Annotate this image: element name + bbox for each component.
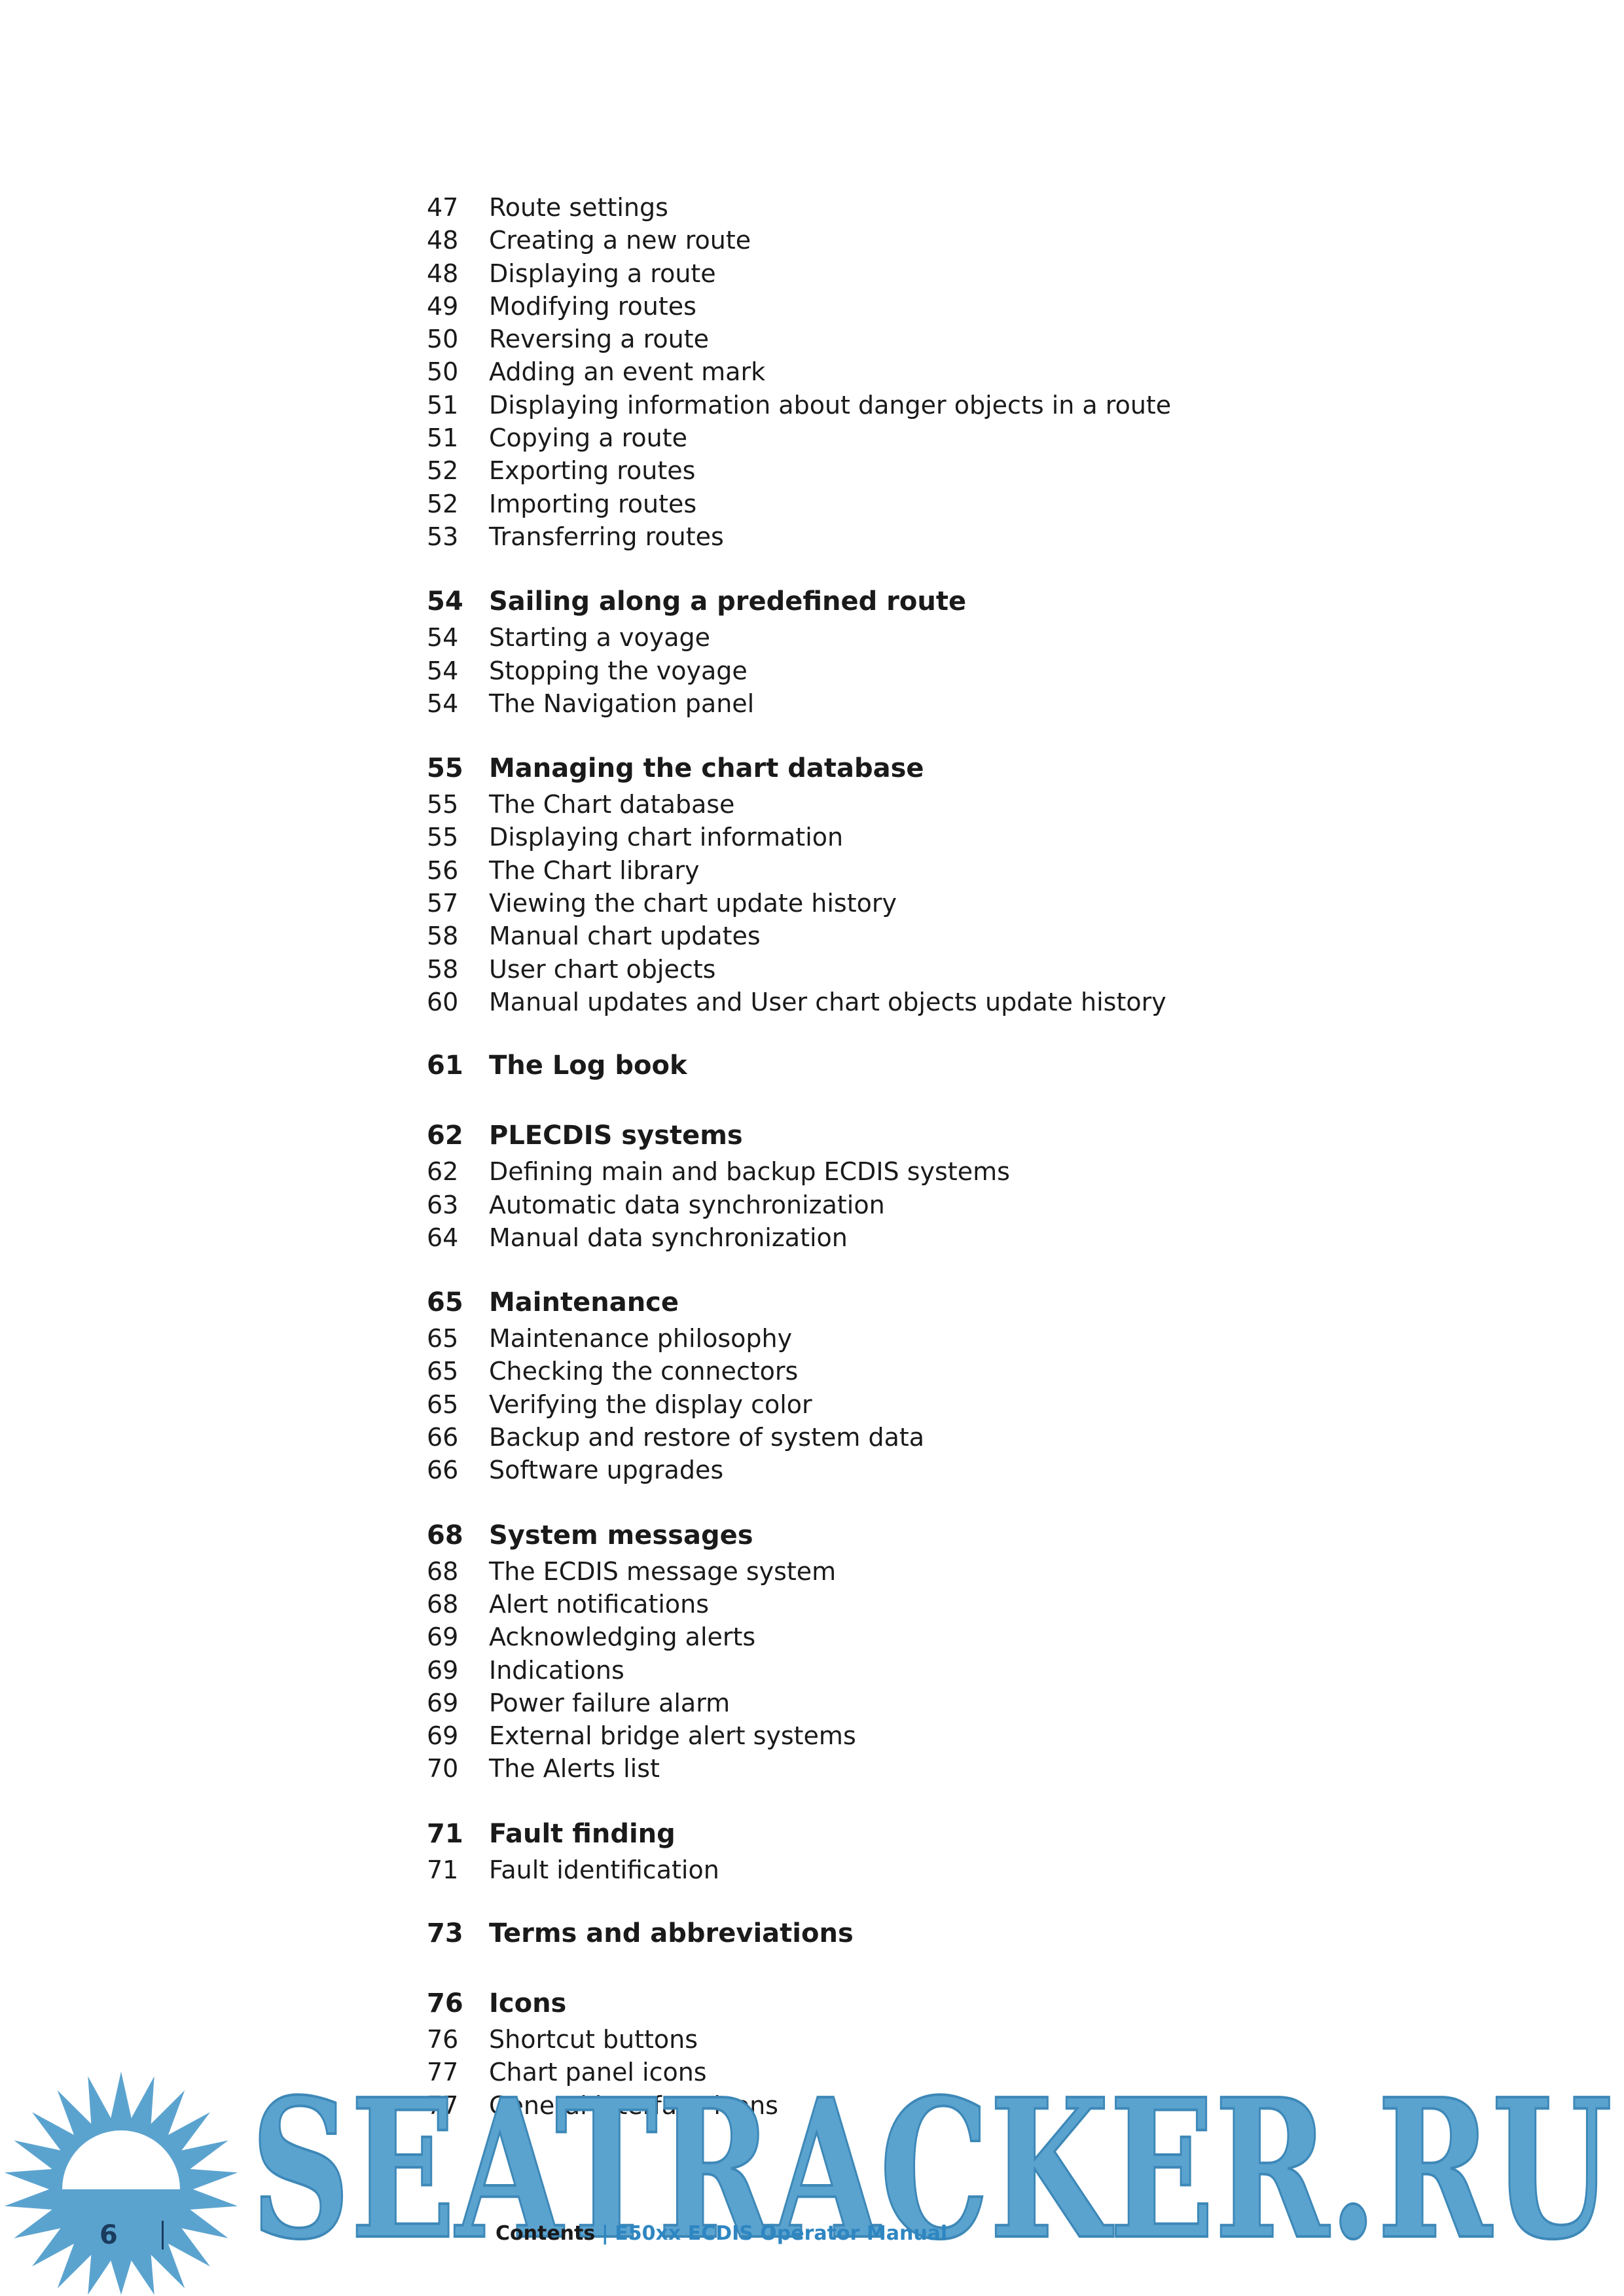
- toc-page-number: 57: [427, 889, 459, 918]
- toc-entry[interactable]: [427, 1687, 1409, 1719]
- toc-page-number: 76: [427, 1988, 463, 2018]
- toc-chapter-system-messages: [427, 1516, 1409, 1785]
- watermark-sun-icon: [0, 2055, 242, 2296]
- footer-page-number: 6: [99, 2220, 118, 2250]
- toc-page-number: 69: [427, 1688, 459, 1717]
- toc-page-number: 66: [427, 1456, 459, 1485]
- table-of-contents: [427, 191, 1409, 2122]
- toc-entry[interactable]: [427, 1752, 1409, 1785]
- toc-page-number: 76: [427, 2024, 459, 2054]
- toc-chapter-title: Fault finding: [489, 1818, 676, 1849]
- toc-page-number: 48: [427, 226, 459, 255]
- toc-title: Chart panel icons: [489, 2058, 707, 2087]
- toc-page-number: 62: [427, 1157, 459, 1187]
- toc-title: Transferring routes: [489, 522, 724, 551]
- toc-title: The Chart database: [489, 790, 735, 819]
- toc-entry[interactable]: [427, 655, 1409, 687]
- toc-title: User chart objects: [489, 954, 716, 984]
- toc-entry[interactable]: [427, 953, 1409, 986]
- toc-title: Acknowledging alerts: [489, 1623, 756, 1652]
- toc-chapter-heading[interactable]: [427, 1984, 1409, 2023]
- toc-entry[interactable]: [427, 788, 1409, 821]
- toc-title: Displaying a route: [489, 259, 716, 288]
- toc-page-number: 65: [427, 1390, 459, 1419]
- toc-entry[interactable]: [427, 920, 1409, 952]
- toc-chapter-heading[interactable]: [427, 1283, 1409, 1322]
- toc-title: Power failure alarm: [489, 1688, 731, 1717]
- toc-title: Manual updates and User chart objects update history: [489, 987, 1166, 1016]
- toc-title: Maintenance philosophy: [489, 1324, 793, 1354]
- toc-page-number: 69: [427, 1623, 459, 1652]
- toc-page-number: 55: [427, 790, 459, 819]
- toc-title: Reversing a route: [489, 325, 709, 354]
- toc-page-number: 49: [427, 291, 459, 321]
- toc-page-number: 69: [427, 1721, 459, 1751]
- toc-title: Creating a new route: [489, 226, 751, 255]
- toc-page-number: 54: [427, 689, 459, 718]
- toc-entry[interactable]: [427, 1322, 1409, 1355]
- toc-chapter-chart-database: [427, 749, 1409, 1018]
- toc-entry[interactable]: [427, 290, 1409, 323]
- toc-entry[interactable]: [427, 821, 1409, 853]
- toc-group-routes: [427, 191, 1409, 553]
- toc-entry[interactable]: [427, 191, 1409, 224]
- toc-page-number: 52: [427, 489, 459, 518]
- toc-chapter-log-book: [427, 1048, 1409, 1083]
- toc-page-number: 52: [427, 456, 459, 486]
- toc-entry[interactable]: [427, 1388, 1409, 1421]
- toc-title: Manual chart updates: [489, 922, 761, 951]
- toc-entry[interactable]: [427, 1355, 1409, 1388]
- toc-page-number: 68: [427, 1520, 463, 1551]
- toc-page-number: 61: [427, 1050, 463, 1081]
- toc-title: Stopping the voyage: [489, 656, 748, 685]
- toc-chapter-heading[interactable]: [427, 1516, 1409, 1555]
- toc-page-number: 47: [427, 193, 459, 222]
- toc-entry[interactable]: [427, 488, 1409, 520]
- toc-entry[interactable]: [427, 1454, 1409, 1486]
- toc-page-number: 58: [427, 954, 459, 984]
- toc-page-number: 71: [427, 1855, 459, 1884]
- toc-title: Backup and restore of system data: [489, 1423, 925, 1452]
- toc-page-number: 55: [427, 753, 463, 784]
- toc-entry[interactable]: [427, 355, 1409, 388]
- toc-title: Alert notifications: [489, 1589, 710, 1619]
- toc-page-number: 65: [427, 1324, 459, 1354]
- toc-entry[interactable]: [427, 1155, 1409, 1188]
- toc-chapter-heading[interactable]: [427, 1916, 1409, 1951]
- toc-title: Adding an event mark: [489, 357, 766, 387]
- toc-page-number: 53: [427, 522, 459, 551]
- toc-entry[interactable]: [427, 1189, 1409, 1221]
- toc-chapter-fault-finding: [427, 1815, 1409, 1886]
- toc-title: Starting a voyage: [489, 623, 711, 653]
- toc-chapter-title: Sailing along a predefined route: [489, 586, 967, 617]
- toc-title: Displaying chart information: [489, 823, 844, 852]
- toc-title: Viewing the chart update history: [489, 889, 897, 918]
- toc-chapter-title: The Log book: [489, 1050, 687, 1081]
- toc-chapter-heading[interactable]: [427, 1048, 1409, 1083]
- toc-chapter-title: Icons: [489, 1988, 567, 2018]
- toc-chapter-title: System messages: [489, 1520, 753, 1551]
- toc-chapter-heading[interactable]: [427, 1815, 1409, 1854]
- toc-title: External bridge alert systems: [489, 1721, 856, 1751]
- toc-title: Modifying routes: [489, 291, 696, 321]
- toc-entry[interactable]: [427, 422, 1409, 454]
- toc-page-number: 66: [427, 1423, 459, 1452]
- toc-chapter-terms: [427, 1916, 1409, 1951]
- toc-page-number: 50: [427, 357, 459, 387]
- toc-page-number: 70: [427, 1754, 459, 1784]
- toc-entry[interactable]: [427, 1588, 1409, 1621]
- toc-chapter-sailing: [427, 583, 1409, 720]
- toc-entry[interactable]: [427, 520, 1409, 553]
- toc-title: Manual data synchronization: [489, 1223, 848, 1252]
- watermark-label: SEATRACKER.RU: [251, 2085, 1612, 2251]
- footer-section: Contents: [496, 2222, 596, 2245]
- toc-title: The ECDIS message system: [489, 1556, 837, 1586]
- toc-entry[interactable]: [427, 986, 1409, 1018]
- toc-page-number: 77: [427, 2090, 459, 2120]
- toc-entry[interactable]: [427, 1854, 1409, 1886]
- toc-title: Shortcut buttons: [489, 2024, 698, 2054]
- toc-entry[interactable]: [427, 323, 1409, 355]
- toc-page-number: 71: [427, 1818, 463, 1849]
- toc-page-number: 73: [427, 1918, 463, 1948]
- toc-chapter-title: Maintenance: [489, 1287, 679, 1318]
- toc-title: Importing routes: [489, 489, 697, 518]
- toc-page-number: 48: [427, 259, 459, 288]
- toc-entry[interactable]: [427, 687, 1409, 720]
- toc-entry[interactable]: [427, 1654, 1409, 1687]
- toc-title: Displaying information about danger objects in a route: [489, 390, 1172, 420]
- toc-chapter-heading[interactable]: [427, 1117, 1409, 1155]
- toc-entry[interactable]: [427, 1555, 1409, 1588]
- toc-page-number: 65: [427, 1287, 463, 1318]
- toc-title: Exporting routes: [489, 456, 696, 486]
- toc-page-number: 54: [427, 623, 459, 653]
- toc-entry[interactable]: [427, 1621, 1409, 1653]
- footer-divider: [162, 2221, 164, 2250]
- toc-entry[interactable]: [427, 1421, 1409, 1454]
- toc-title: Checking the connectors: [489, 1357, 799, 1386]
- toc-title: Route settings: [489, 193, 668, 222]
- toc-page-number: 62: [427, 1121, 463, 1151]
- toc-chapter-plecdis: [427, 1117, 1409, 1254]
- toc-title: Copying a route: [489, 423, 687, 453]
- toc-entry[interactable]: [427, 257, 1409, 290]
- toc-chapter-heading[interactable]: [427, 749, 1409, 788]
- toc-entry[interactable]: [427, 1719, 1409, 1752]
- toc-entry[interactable]: [427, 224, 1409, 257]
- toc-page-number: 65: [427, 1357, 459, 1386]
- toc-page-number: 68: [427, 1556, 459, 1586]
- footer-separator: |: [601, 2222, 609, 2245]
- toc-page-number: 56: [427, 855, 459, 885]
- toc-entry[interactable]: [427, 389, 1409, 422]
- toc-title: Indications: [489, 1655, 624, 1685]
- toc-title: The Chart library: [489, 855, 700, 885]
- toc-entry[interactable]: [427, 854, 1409, 887]
- footer-running-title: [496, 2222, 947, 2245]
- toc-page-number: 50: [427, 325, 459, 354]
- toc-entry[interactable]: [427, 2023, 1409, 2056]
- toc-entry[interactable]: [427, 887, 1409, 920]
- toc-chapter-maintenance: [427, 1283, 1409, 1486]
- toc-title: General interface icons: [489, 2090, 778, 2120]
- toc-page-number: 51: [427, 390, 459, 420]
- toc-chapter-title: Terms and abbreviations: [489, 1918, 854, 1948]
- toc-title: Fault identification: [489, 1855, 719, 1884]
- toc-chapter-heading[interactable]: [427, 583, 1409, 621]
- toc-page-number: 63: [427, 1190, 459, 1219]
- toc-title: Automatic data synchronization: [489, 1190, 885, 1219]
- toc-entry[interactable]: [427, 621, 1409, 654]
- toc-chapter-title: PLECDIS systems: [489, 1121, 743, 1151]
- toc-page-number: 64: [427, 1223, 459, 1252]
- toc-chapter-title: Managing the chart database: [489, 753, 924, 784]
- toc-page-number: 60: [427, 987, 459, 1016]
- toc-title: Software upgrades: [489, 1456, 724, 1485]
- toc-title: The Alerts list: [489, 1754, 660, 1784]
- toc-entry[interactable]: [427, 454, 1409, 487]
- toc-page-number: 51: [427, 423, 459, 453]
- toc-page-number: 77: [427, 2058, 459, 2087]
- toc-page-number: 55: [427, 823, 459, 852]
- toc-page-number: 58: [427, 922, 459, 951]
- footer-manual-title: E50xx ECDIS Operator Manual: [615, 2222, 948, 2245]
- toc-page-number: 54: [427, 656, 459, 685]
- toc-title: The Navigation panel: [489, 689, 755, 718]
- toc-page-number: 69: [427, 1655, 459, 1685]
- toc-page-number: 68: [427, 1589, 459, 1619]
- toc-title: Defining main and backup ECDIS systems: [489, 1157, 1010, 1187]
- toc-page-number: 54: [427, 586, 463, 617]
- toc-title: Verifying the display color: [489, 1390, 812, 1419]
- toc-entry[interactable]: [427, 1221, 1409, 1254]
